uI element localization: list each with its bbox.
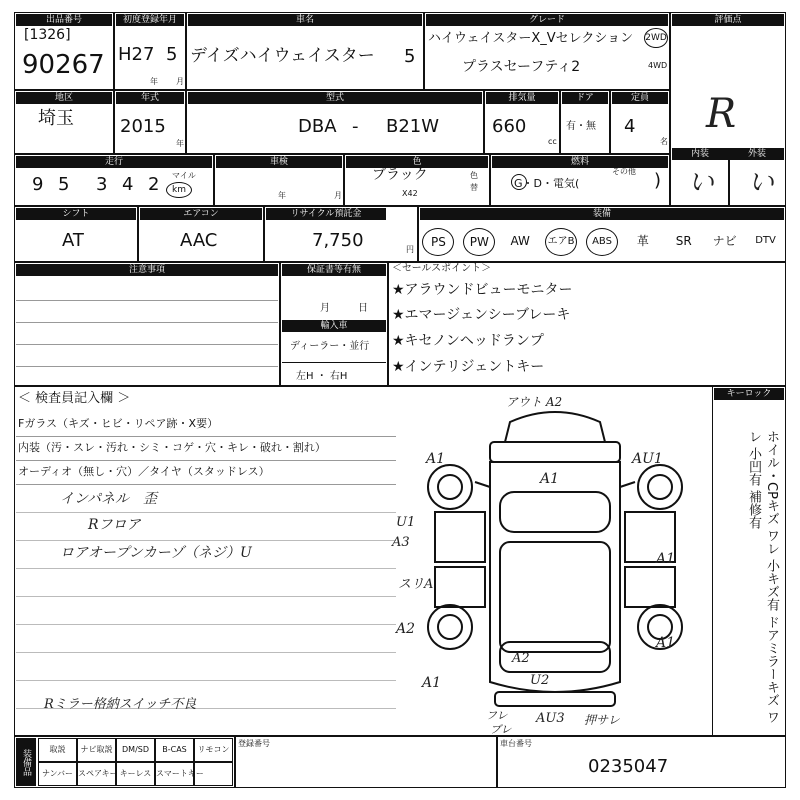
shift-header: シフト bbox=[16, 208, 136, 220]
diagram-mark: U2 bbox=[530, 673, 550, 688]
bottom-item: スペアキー bbox=[77, 762, 116, 786]
mileage-unit-km: km bbox=[166, 182, 192, 198]
parts-header: キーロック bbox=[714, 388, 784, 400]
reg-no-label: 登録番号 bbox=[238, 739, 270, 748]
score-divider bbox=[728, 148, 730, 206]
lot-header: 出品番号 bbox=[16, 14, 112, 26]
model-year-unit: 年 bbox=[176, 139, 184, 148]
fuel-options: G・D・電気( bbox=[514, 177, 580, 190]
grade-seats: 5 bbox=[404, 46, 416, 67]
inspector-line bbox=[16, 680, 396, 681]
diagram-mark: U1 bbox=[396, 515, 416, 530]
fuel-close: ) bbox=[654, 170, 662, 191]
diagram-mark: A3 bbox=[392, 535, 410, 550]
note-handwritten: ロアオープンカーゾ（ネジ）U bbox=[60, 545, 252, 561]
score-value: R bbox=[706, 91, 737, 137]
diagram-mark: アウト A2 bbox=[506, 395, 563, 409]
lot-bracket: [1326] bbox=[24, 27, 71, 43]
diagram-mark: スリA bbox=[398, 577, 434, 592]
grade-line2: プラスセーフティ2 bbox=[462, 59, 581, 75]
equipment-item: DTV bbox=[755, 235, 776, 246]
notes-box bbox=[14, 262, 280, 386]
note-handwritten: Rミラー格納スイッチ不良 bbox=[44, 697, 197, 712]
drive-2wd-circle: 2WD bbox=[644, 28, 668, 48]
sales-header: ＜セールスポイント＞ bbox=[392, 263, 492, 274]
equipment-item: AW bbox=[510, 234, 530, 248]
notes-header: 注意事項 bbox=[16, 264, 278, 276]
inspector-line bbox=[16, 436, 396, 437]
bottom-item: リモコン bbox=[194, 738, 233, 762]
mileage-digits bbox=[26, 170, 166, 200]
parts-notes: ホイル・CPキズ ワレ 小キズ有 ドアミラーキズ ワレ 小凹有 補修有 bbox=[746, 430, 779, 724]
diagram-mark: AU3 bbox=[536, 711, 565, 726]
fuel-g-circle bbox=[511, 174, 527, 190]
notes-line bbox=[16, 344, 278, 345]
history-month: 月 bbox=[320, 303, 330, 314]
grade-header: グレード bbox=[426, 14, 668, 26]
diagram-mark: A2 bbox=[396, 621, 416, 637]
equipment-header: 装備 bbox=[420, 208, 784, 220]
history-handle: 左H ・ 右H bbox=[296, 371, 348, 382]
mileage-digit: 2 bbox=[148, 174, 160, 195]
inspector-glass: Fガラス（キズ・ヒビ・リペア跡・X要） bbox=[18, 417, 219, 430]
bottom-item: DM/SD bbox=[116, 738, 155, 762]
equipment-item: ABS bbox=[586, 228, 618, 256]
exterior-score: い bbox=[748, 168, 775, 198]
inspection-header: 車検 bbox=[216, 156, 342, 168]
interior-header: 内装 bbox=[672, 148, 728, 160]
notes-line bbox=[16, 322, 278, 323]
inspector-line bbox=[16, 596, 396, 597]
bottom-item: スマートキー bbox=[155, 762, 194, 786]
bottom-item: ナビ取説 bbox=[77, 738, 116, 762]
equipment-item: 革 bbox=[636, 234, 649, 248]
inspector-interior: 内装（汚・スレ・汚れ・シミ・コゲ・穴・キレ・破れ・割れ） bbox=[18, 441, 326, 454]
history-dealer: ディーラー・並行 bbox=[290, 341, 370, 352]
car-name: デイズハイウェイスター bbox=[190, 46, 375, 66]
capacity-unit: 名 bbox=[660, 137, 668, 146]
diagram-mark: A2 bbox=[512, 651, 530, 666]
history-day: 日 bbox=[358, 303, 368, 314]
shift: AT bbox=[62, 230, 84, 251]
bottom-item: ナンバー bbox=[38, 762, 77, 786]
color-code: X42 bbox=[402, 189, 418, 198]
mileage-digit: 9 bbox=[32, 174, 44, 195]
door-header: ドア bbox=[562, 92, 608, 104]
history-divider bbox=[282, 362, 386, 363]
inspector-line bbox=[16, 484, 396, 485]
inspector-audio: オーディオ（無し・穴）／タイヤ（スタッドレス） bbox=[18, 465, 270, 478]
bottom-divider bbox=[234, 736, 236, 788]
fuel-other: その他 bbox=[612, 167, 636, 176]
mileage-unit-mile: マイル bbox=[172, 171, 196, 180]
diagram-mark: ブレ bbox=[490, 723, 512, 736]
first-reg-month-unit: 月 bbox=[176, 77, 184, 86]
diagram-mark: A1 bbox=[422, 675, 442, 691]
equipment-item: PW bbox=[463, 228, 495, 256]
recycle-unit: 円 bbox=[406, 245, 414, 254]
model-year: 2015 bbox=[120, 116, 166, 137]
fuel-header: 燃料 bbox=[492, 156, 668, 168]
recycle-header: リサイクル預託金 bbox=[266, 208, 386, 220]
note-handwritten: インパネル 歪 bbox=[60, 491, 158, 507]
sales-point: ★エマージェンシーブレーキ bbox=[392, 307, 571, 323]
drive-4wd: 4WD bbox=[648, 61, 668, 70]
sales-point: ★キセノンヘッドランプ bbox=[392, 333, 544, 349]
aircon: AAC bbox=[180, 230, 218, 251]
import-header: 輸入車 bbox=[282, 320, 386, 332]
color-change-label: 色 替 bbox=[470, 171, 478, 192]
equipment-item: PS bbox=[422, 228, 454, 256]
bottom-items bbox=[38, 738, 232, 786]
mileage-digit: 4 bbox=[122, 174, 134, 195]
first-reg-header: 初度登録年月 bbox=[116, 14, 184, 26]
bottom-item: 取説 bbox=[38, 738, 77, 762]
diagram-mark: AU1 bbox=[632, 451, 663, 467]
equipment-item: エアB bbox=[545, 228, 577, 256]
equipment-item: ナビ bbox=[712, 234, 737, 248]
bottom-item: B-CAS bbox=[155, 738, 194, 762]
inspector-header: ＜ 検査員記入欄 ＞ bbox=[18, 391, 131, 406]
diagram-mark: A1 bbox=[656, 635, 676, 651]
serial-number: 0235047 bbox=[588, 756, 669, 777]
capacity-header: 定員 bbox=[612, 92, 668, 104]
inspector-line bbox=[16, 540, 396, 541]
notes-line bbox=[16, 300, 278, 301]
bottom-item: キーレス bbox=[116, 762, 155, 786]
note-handwritten: Rフロア bbox=[88, 517, 141, 533]
grade-line1: ハイウェイスターX_Vセレクション bbox=[428, 31, 634, 46]
displacement-unit: cc bbox=[548, 137, 557, 146]
color-name: ブラック bbox=[372, 167, 428, 183]
first-reg-year-unit: 年 bbox=[150, 77, 158, 86]
inspector-line bbox=[16, 568, 396, 569]
mileage-digit: 3 bbox=[96, 174, 108, 195]
model-year-header: 年式 bbox=[116, 92, 184, 104]
lot-number: 90267 bbox=[22, 50, 105, 80]
door-label: 有・無 bbox=[566, 121, 596, 132]
mileage-digit: 5 bbox=[58, 174, 70, 195]
bottom-divider bbox=[496, 736, 498, 788]
region-header: 地区 bbox=[16, 92, 112, 104]
color-header: 色 bbox=[346, 156, 488, 168]
diagram-mark: A1 bbox=[656, 551, 676, 567]
capacity: 4 bbox=[624, 116, 636, 137]
serial-label: 車台番号 bbox=[500, 739, 532, 748]
equipment-list bbox=[418, 222, 786, 262]
aircon-header: エアコン bbox=[140, 208, 262, 220]
diagram-mark: フレ bbox=[486, 709, 508, 722]
region: 埼玉 bbox=[38, 108, 74, 129]
displacement-header: 排気量 bbox=[486, 92, 558, 104]
recycle-value: 7,750 bbox=[312, 230, 364, 251]
inspector-line bbox=[16, 652, 396, 653]
inspector-line bbox=[16, 460, 396, 461]
sales-point: ★インテリジェントキー bbox=[392, 359, 545, 375]
inspector-line bbox=[16, 624, 396, 625]
equipment-item: SR bbox=[675, 234, 692, 248]
model-dash: - bbox=[352, 116, 359, 137]
mileage-header: 走行 bbox=[16, 156, 212, 168]
notes-line bbox=[16, 366, 278, 367]
diagram-mark: A1 bbox=[540, 471, 560, 487]
sales-point: ★アラウンドビューモニター bbox=[392, 282, 573, 298]
model-code-header: 型式 bbox=[188, 92, 482, 104]
model-code: B21W bbox=[386, 116, 440, 137]
displacement: 660 bbox=[492, 116, 527, 137]
model-prefix: DBA bbox=[298, 116, 337, 137]
score-header: 評価点 bbox=[672, 14, 784, 26]
first-reg-era: H27 bbox=[118, 44, 155, 65]
diagram-mark: 押サレ bbox=[584, 713, 620, 727]
car-name-header: 車名 bbox=[188, 14, 422, 26]
inspector-line bbox=[16, 512, 396, 513]
bottom-header: 装備品 bbox=[16, 738, 36, 786]
diagram-mark: A1 bbox=[426, 451, 446, 467]
history-header: 保証書等有無 bbox=[282, 264, 386, 276]
exterior-header: 外装 bbox=[730, 148, 784, 160]
inspection-year: 年 bbox=[278, 191, 286, 200]
bottom-item bbox=[194, 762, 233, 786]
inspection-month: 月 bbox=[334, 191, 342, 200]
interior-score: い bbox=[688, 168, 715, 198]
first-reg-month: 5 bbox=[166, 44, 178, 65]
